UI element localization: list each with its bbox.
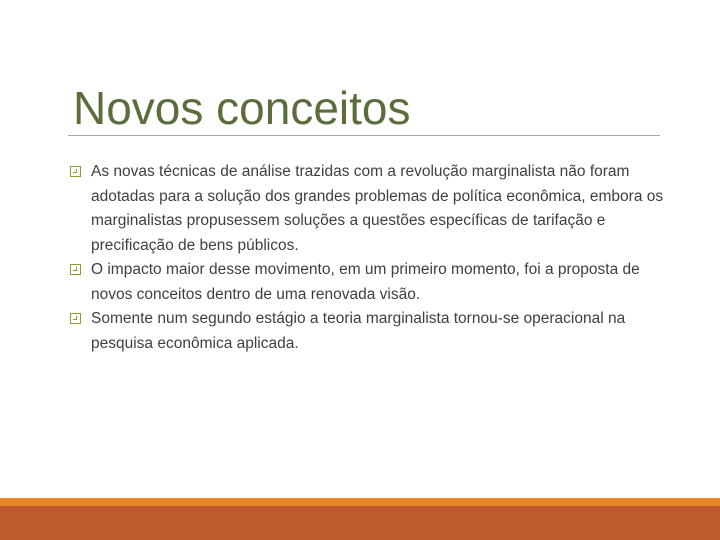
footer-bar	[0, 506, 720, 540]
bullet-text: O impacto maior desse movimento, em um primeiro momento, foi a proposta de novos conceitos dentro de uma renovada visão.	[91, 261, 640, 303]
title-divider	[68, 135, 660, 136]
checkbox-bullet-icon	[70, 166, 81, 177]
bullet-item	[70, 258, 680, 307]
bullet-list	[70, 160, 680, 356]
bullet-text: Somente num segundo estágio a teoria marginalista tornou-se operacional na pesquisa econômica aplicada.	[91, 310, 626, 352]
bullet-item	[70, 307, 680, 356]
bullet-text: As novas técnicas de análise trazidas com a revolução marginalista não foram adotadas para a solução dos grandes problemas de política econômica, embora os marginalistas propusessem soluções a questões específicas de tarifação e precificação de bens públicos.	[91, 163, 664, 254]
footer-accent-stripe	[0, 498, 720, 506]
bullet-item	[70, 160, 680, 258]
slide-title: Novos conceitos	[73, 82, 411, 134]
checkbox-bullet-icon	[70, 313, 81, 324]
checkbox-bullet-icon	[70, 264, 81, 275]
